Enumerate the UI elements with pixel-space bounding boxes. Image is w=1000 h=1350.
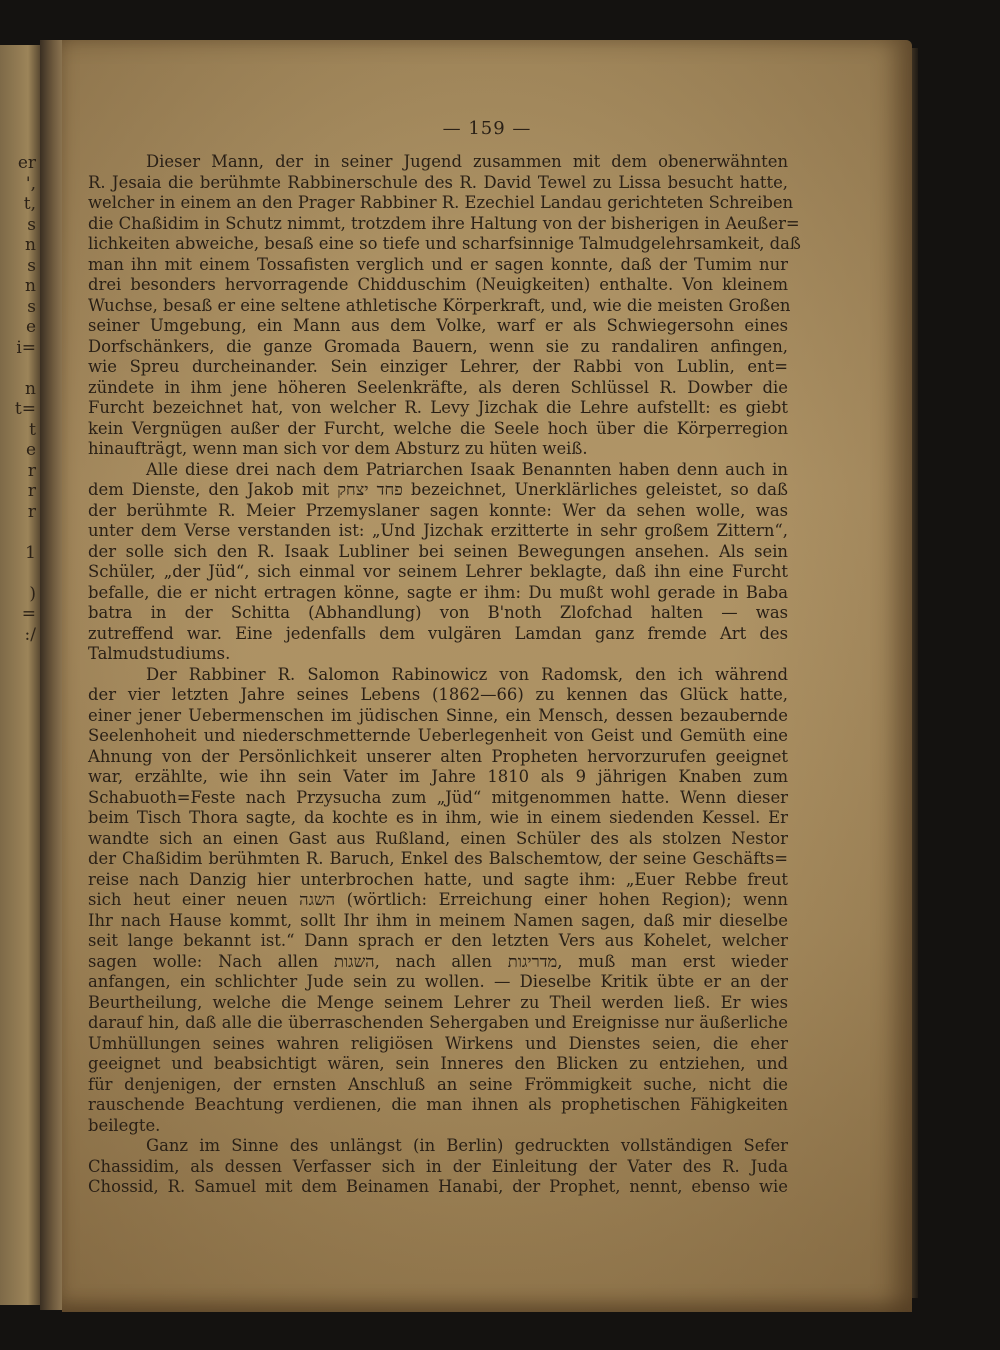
text-line: Chossid, R. Samuel mit dem Beinamen Hanabi, der Prophet, nennt, ebenso wie <box>88 1177 788 1196</box>
text-line: unter dem Verse verstanden ist: „Und Jizchak erzitterte in sehr großem Zittern“, <box>88 521 788 540</box>
text-line: zutreffend war. Eine jedenfalls dem vulgären Lamdan ganz fremde Art des <box>88 623 788 643</box>
text-line: Schüler, „der Jüd“, sich einmal vor seinem Lehrer beklagte, daß ihn eine Furcht <box>88 562 788 581</box>
text-line: hinaufträgt, wenn man sich vor dem Absturz zu hüten weiß. <box>88 439 588 458</box>
text-line: Der Rabbiner R. Salomon Rabinowicz von Radomsk, den ich während <box>146 664 788 684</box>
text-line: der solle sich den R. Isaak Lubliner bei seinen Bewegungen ansehen. Als sein <box>88 541 788 561</box>
margin-fragment: r <box>27 481 36 501</box>
text-line: dem Dienste, den Jakob mit פחד יצחק bezeichnet, Unerklärliches geleistet, so daß <box>88 480 788 499</box>
text-line: Dorfschänkers, die ganze Gromada Bauern, wenn sie zu randaliren anfingen, <box>88 336 788 356</box>
margin-fragment: e <box>25 440 36 460</box>
book-page <box>62 40 912 1312</box>
text-line: kein Vergnügen außer der Furcht, welche die Seele hoch über die Körperregion <box>88 418 788 438</box>
text-line: Beurtheilung, welche die Menge seinem Lehrer zu Theil werden ließ. Er wies <box>88 992 788 1012</box>
margin-fragment: ) <box>29 583 36 604</box>
text-line: seit lange bekannt ist.“ Dann sprach er den letzten Vers aus Kohelet, welcher <box>88 931 788 950</box>
margin-fragment: t= <box>14 399 36 419</box>
page-number: — 159 — <box>442 118 532 139</box>
text-line: beim Tisch Thora sagte, da kochte es in ihm, wie in einem siedenden Kessel. Er <box>88 808 788 827</box>
text-line: seiner Umgebung, ein Mann aus dem Volke, warf er als Schwiegersohn eines <box>88 316 788 335</box>
text-line: Seelenhoheit und niederschmetternde Ueberlegenheit von Geist und Gemüth eine <box>88 726 788 745</box>
text-line: war, erzählte, wie ihn sein Vater im Jahre 1810 als 9 jährigen Knaben zum <box>88 767 788 786</box>
margin-fragment: i= <box>16 337 36 358</box>
margin-fragment: e <box>25 317 36 337</box>
text-line: Ganz im Sinne des unlängst (in Berlin) gedruckten vollständigen Sefer <box>146 1136 788 1155</box>
text-line: rauschende Beachtung verdienen, die man ihnen als prophetischen Fähigkeiten <box>88 1095 788 1114</box>
text-line: geeignet und beabsichtigt wären, sein Inneres den Blicken zu entziehen, und <box>88 1054 788 1073</box>
book-gutter <box>40 40 62 1310</box>
text-line: einer jener Uebermenschen im jüdischen Sinne, ein Mensch, dessen bezaubernde <box>88 705 788 725</box>
margin-fragment: n <box>25 276 36 296</box>
margin-fragment: r <box>27 460 36 481</box>
text-line: Umhüllungen seines wahren religiösen Wirkens und Dienstes seien, die eher <box>88 1033 788 1053</box>
text-line: der vier letzten Jahre seines Lebens (1862—66) zu kennen das Glück hatte, <box>88 685 788 704</box>
text-line: wandte sich an einen Gast aus Rußland, einen Schüler des als stolzen Nestor <box>88 828 788 848</box>
margin-fragment: :/ <box>24 624 36 645</box>
margin-fragment: s <box>27 255 36 276</box>
text-line: welcher in einem an den Prager Rabbiner R. Ezechiel Landau gerichteten Schreiben <box>88 193 794 212</box>
margin-fragment <box>0 522 40 543</box>
text-line: Ahnung von der Persönlichkeit unserer alten Propheten hervorzurufen geeignet <box>88 746 788 766</box>
text-line: Schabuoth=Feste nach Przysucha zum „Jüd“ mitgenommen hatte. Wenn dieser <box>88 787 788 807</box>
text-line: Talmudstudiums. <box>88 644 231 663</box>
text-line: anfangen, ein schlichter Jude sein zu wollen. — Dieselbe Kritik übte er an der <box>88 972 788 991</box>
text-line: Furcht bezeichnet hat, von welcher R. Levy Jizchak die Lehre aufstellt: es giebt <box>88 398 788 417</box>
margin-fragment: s <box>27 296 36 317</box>
text-line: sagen wolle: Nach allen השגות, nach allen מדריגות, muß man erst wieder <box>88 951 788 971</box>
margin-fragment: n <box>25 378 36 399</box>
margin-fragment: t <box>29 419 36 440</box>
text-line: Alle diese drei nach dem Patriarchen Isaak Benannten haben denn auch in <box>146 459 788 479</box>
text-line: R. Jesaia die berühmte Rabbinerschule des R. David Tewel zu Lissa besucht hatte, <box>88 172 788 192</box>
margin-fragment: t, <box>23 194 36 214</box>
text-line: befalle, die er nicht ertragen könne, sagte er ihm: Du mußt wohl gerade in Baba <box>88 582 788 602</box>
text-line: der berühmte R. Meier Przemyslaner sagen konnte: Wer da sehen wolle, was <box>88 500 788 520</box>
text-line: der Chaßidim berühmten R. Baruch, Enkel des Balschemtow, der seine Geschäfts= <box>88 849 788 868</box>
text-line: sich heut einer neuen השגה (wörtlich: Erreichung einer hohen Region); wenn <box>88 890 788 909</box>
previous-page-fragment <box>0 45 40 1305</box>
margin-fragment <box>0 563 40 584</box>
text-line: batra in der Schitta (Abhandlung) von B'noth Zlofchad halten — was <box>88 603 788 622</box>
margin-fragment: ', <box>25 173 36 194</box>
text-line: man ihn mit einem Tossafisten verglich und er sagen konnte, daß der Tumim nur <box>88 254 788 274</box>
text-line: lichkeiten abweiche, besaß eine so tiefe und scharfsinnige Talmudgelehrsamkeit, daß <box>88 234 801 253</box>
text-line: drei besonders hervorragende Chidduschim (Neuigkeiten) enthalte. Von kleinem <box>88 275 788 294</box>
margin-fragment: n <box>25 235 36 255</box>
text-line: Dieser Mann, der in seiner Jugend zusammen mit dem obenerwähnten <box>146 152 788 171</box>
text-line: die Chaßidim in Schutz nimmt, trotzdem ihre Haltung von der bisherigen in Aeußer= <box>88 213 800 233</box>
text-line: wie Spreu durcheinander. Sein einziger Lehrer, der Rabbi von Lublin, ent= <box>88 357 788 376</box>
text-line: Ihr nach Hause kommt, sollt Ihr ihm in meinem Namen sagen, daß mir dieselbe <box>88 910 788 930</box>
text-line: zündete in ihm jene höheren Seelenkräfte, als deren Schlüssel R. Dowber die <box>88 377 788 397</box>
body-text <box>88 152 801 1198</box>
margin-fragment: er <box>17 153 36 173</box>
margin-fragment <box>0 358 40 379</box>
text-line: reise nach Danzig hier unterbrochen hatte, und sagte ihm: „Euer Rebbe freut <box>88 869 788 889</box>
margin-fragment: s <box>27 214 36 235</box>
text-line: für denjenigen, der ernsten Anschluß an seine Frömmigkeit suche, nicht die <box>88 1074 788 1094</box>
margin-fragment: 1 <box>25 542 36 563</box>
text-line: beilegte. <box>88 1115 161 1135</box>
text-line: Chassidim, als dessen Verfasser sich in der Einleitung der Vater des R. Juda <box>88 1156 788 1176</box>
margin-fragment: r <box>27 501 36 522</box>
text-line: darauf hin, daß alle die überraschenden Sehergaben und Ereignisse nur äußerliche <box>88 1013 788 1032</box>
text-line: Wuchse, besaß er eine seltene athletische Körperkraft, und, wie die meisten Großen <box>88 295 791 315</box>
margin-fragment: = <box>21 604 36 624</box>
